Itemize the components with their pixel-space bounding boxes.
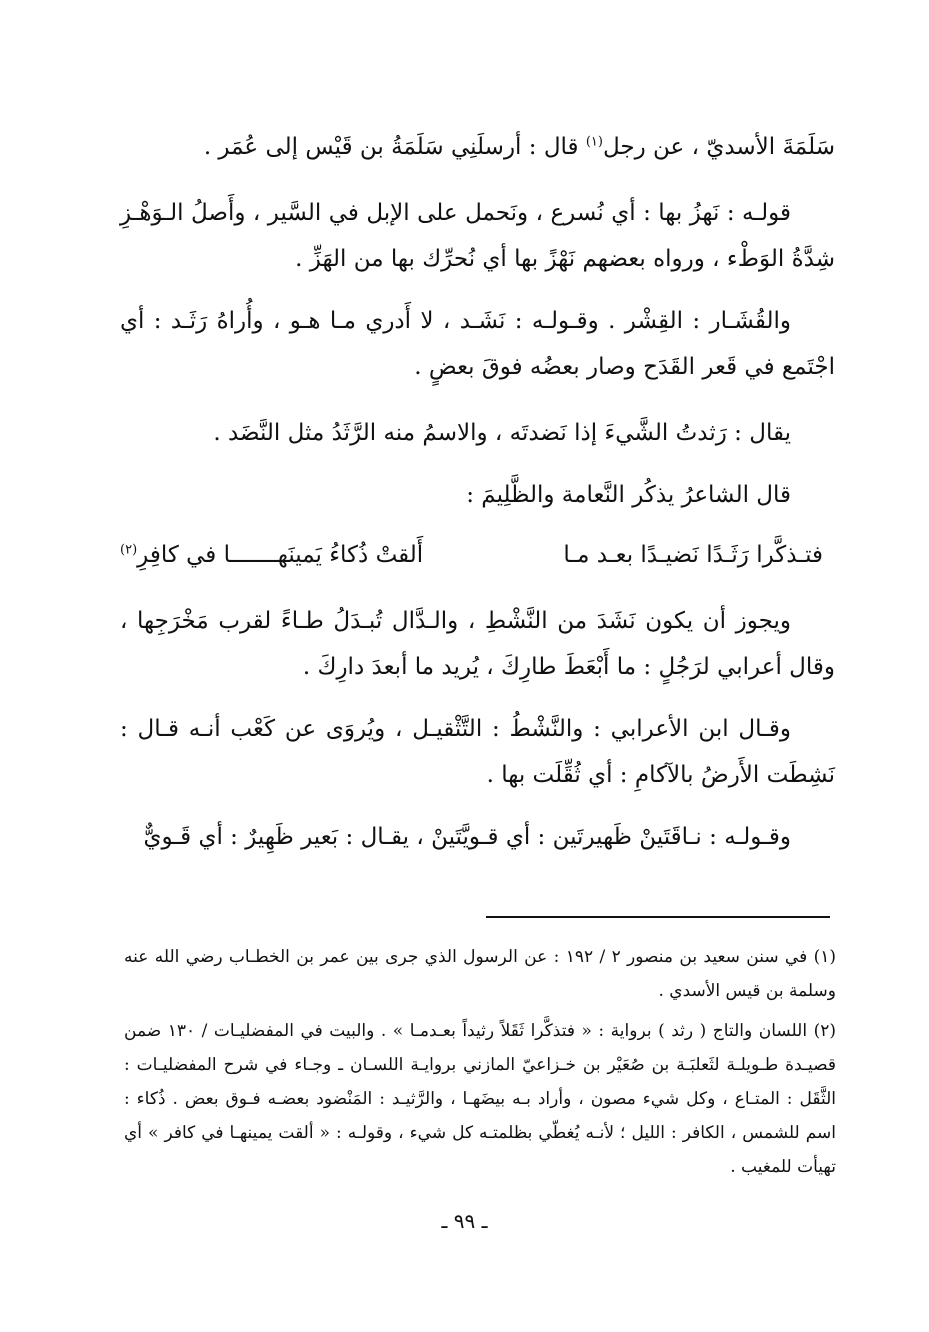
paragraph-6: ويجوز أن يكون نَشَدَ من النَّشْطِ ، والـدَّال تُبـدَلُ طـاءً لقرب مَخْرَجِها ، وقال أعرابي لرَجُلٍ : ما أَبْعَطَ طارِكَ ، يُريد ما أبعدَ دارِكَ . [120,608,835,680]
footnotes [124,940,836,1190]
paragraph-4: يقال : رَثدتُ الشَّيءَ إذا نَضدتَه ، والاسمُ منه الرَّثَدُ مثل النَّضَد . [213,420,791,446]
paragraph-2: قولـه : نَهزُ بها : أي نُسرع ، ونَحمل على الإبل في السَّير ، وأَصلُ الـوَهْـزِ شِدَّةُ الوَطْء ، ورواه بعضهم نَهْزً بها أي نُحرِّك بها من الهَزِّ . [120,200,835,272]
poetry-verse [120,532,835,578]
footnote-2: (٢) اللسان والتاج ( رثد ) برواية : « فتذكَّرا ثَقَلاً رثيداً بعـدمـا » . والبيت في المفضليـات / ١٣٠ ضمن قصيـدة طـويلـة لثَعلبَـة بن صُعَيْر بن خـزاعيّ المازني بروايـة اللسـان ـ وجـاء في شرح المفضليـات : الثَّقَل : المتـاع ، وكل شيء مصون ، وأراد بـه بيضَهـا ، والرَّثيـد : المَنْضود بعضـه فـوق بعض . ذُكاء : اسم للشمس ، الكافر : الليل ؛ لأنـه يُغطّي بظلمتـه كل شيء ، وقولـه : « ألقت يمينهـا في كافر » أي تهيأت للمغيب . [124,1021,837,1177]
footnote-ref-1[interactable]: (١) [585,134,603,150]
paragraph-1-rest: قال : أرسلَنِي سَلَمَةُ بن قَيْس إلى عُمَر . [203,134,586,160]
verse-second-text: أَلقتْ ذُكاءُ يَمينَهـــــــا في كافِرِ [137,542,424,568]
footnote-separator [486,916,830,918]
verse-second-hemistich [120,532,423,578]
page-number: ـ ٩٩ ـ [441,1209,488,1233]
verse-first-hemistich: فتـذكَّرا رَثَـدًا نَضيـدًا بعـد مـا [563,542,823,568]
paragraph-1-start: سَلَمَةَ الأسديّ ، عن رجل [602,134,835,160]
paragraph-8: وقـولـه : نـاقَتَينْ ظَهيرتَين : أي قـويَّتَينْ ، يقـال : بَعير ظَهِيرٌ : أي قَـويٌّ [143,824,791,850]
paragraph-1 [120,124,835,170]
footnote-1: (١) في سنن سعيد بن منصور ٢ / ١٩٢ : عن الرسول الذي جرى بين عمر بن الخطـاب رضي الله عنه وسلمة بن قيس الأسدي . [124,947,836,1001]
paragraph-7: وقـال ابن الأعرابي : والنَّشْطُ : التَّثْقيـل ، ويُروَى عن كَعْب أنـه قـال : نَشِطَت الأَرضُ بالآكامِ : أي ثُقِّلَت بها . [120,716,835,788]
footnote-ref-2[interactable]: (٢) [120,542,138,558]
paragraph-5: قال الشاعرُ يذكُر النَّعامة والظَّلِيمَ : [466,482,791,508]
main-text [120,124,835,860]
paragraph-3: والقُشَـار : القِشْر . وقـولـه : نَشَـد ، لا أَدري مـا هـو ، وأُراهُ رَثَـد : أي اجْتَمع في قَعر القَدَح وصار بعضُه فوقَ بعضٍ . [120,308,835,380]
